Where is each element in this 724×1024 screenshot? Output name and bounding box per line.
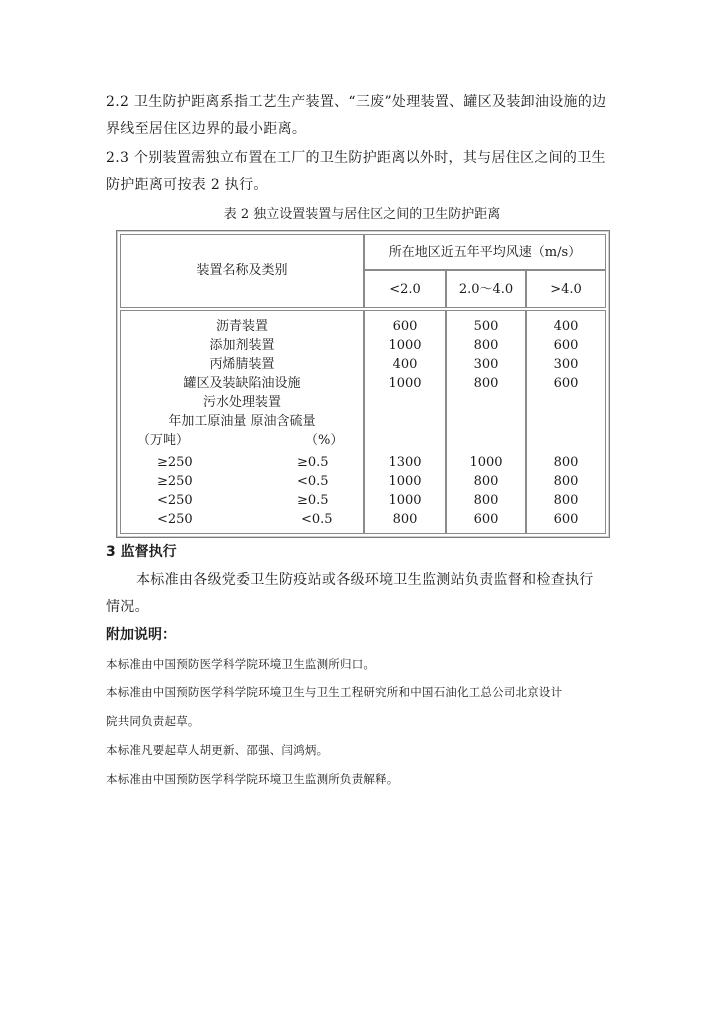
- section-3-line-2: 情况。: [106, 599, 149, 615]
- name-wastewater: 污水处理装置: [202, 395, 281, 410]
- c1-r9: 1000: [388, 474, 422, 489]
- body-col-1-cell: [364, 310, 446, 534]
- body-col-3-cell: [526, 310, 606, 534]
- c3-r4: 600: [553, 376, 579, 391]
- c3-r11: 600: [553, 512, 579, 527]
- c2-r1: 500: [473, 319, 499, 334]
- wind-col-2-label: 2.0～4.0: [458, 282, 514, 297]
- paragraph-2-2-line-1: 2.2 卫生防护距离系指工艺生产装置、“三废”处理装置、罐区及装卸油设施的边: [106, 94, 607, 110]
- c2-r4: 800: [473, 376, 499, 391]
- c1-r11: 800: [392, 512, 418, 527]
- unit-left: （万吨）: [137, 433, 190, 448]
- cond-b-1: ≥0.5: [297, 455, 329, 470]
- header-wind-label: 所在地区近五年平均风速（m/s）: [388, 245, 582, 260]
- wind-col-3-cell: [526, 270, 606, 308]
- appendix-note-1: 本标准由中国预防医学科学院环境卫生监测所归口。: [106, 657, 376, 671]
- header-name-label: 装置名称及类别: [196, 263, 288, 278]
- cond-a-1: ≥250: [157, 455, 193, 470]
- unit-right: （%）: [305, 433, 344, 448]
- c2-r9: 800: [473, 474, 499, 489]
- header-name-cell: [120, 234, 364, 308]
- cond-a-4: <250: [157, 512, 193, 527]
- name-acrylonitrile: 丙烯腈装置: [209, 357, 275, 372]
- cond-a-2: ≥250: [157, 474, 193, 489]
- paragraph-2-2-line-2: 界线至居住区边界的最小距离。: [106, 121, 307, 137]
- wind-col-1-label: <2.0: [389, 282, 421, 297]
- c2-r3: 300: [473, 357, 499, 372]
- c1-r3: 400: [392, 357, 418, 372]
- c2-r10: 800: [473, 493, 499, 508]
- name-additive: 添加剂装置: [209, 338, 275, 353]
- section-3-heading: 3 监督执行: [106, 544, 177, 560]
- c3-r9: 800: [553, 474, 579, 489]
- wind-col-1-cell: [364, 270, 446, 308]
- table-caption: 表 2 独立设置装置与居住区之间的卫生防护距离: [223, 207, 501, 222]
- c2-r8: 1000: [469, 455, 503, 470]
- appendix-note-2: 本标准由中国预防医学科学院环境卫生与卫生工程研究所和中国石油化工总公司北京设计: [106, 685, 563, 699]
- c3-r8: 800: [553, 455, 579, 470]
- c1-r10: 1000: [388, 493, 422, 508]
- c3-r1: 400: [553, 319, 579, 334]
- c1-r1: 600: [392, 319, 418, 334]
- name-crude-capacity: 年加工原油量 原油含硫量: [168, 414, 316, 429]
- wind-col-3-label: >4.0: [550, 282, 582, 297]
- appendix-note-3: 院共同负责起草。: [106, 714, 200, 728]
- name-asphalt: 沥青装置: [215, 319, 268, 334]
- c1-r2: 1000: [388, 338, 422, 353]
- section-3-line-1: 本标准由各级党委卫生防疫站或各级环境卫生监测站负责监督和检查执行: [136, 572, 594, 588]
- c3-r2: 600: [553, 338, 579, 353]
- header-wind-cell: [364, 234, 606, 270]
- name-tank-area: 罐区及装缺陷油设施: [183, 376, 301, 391]
- c3-r10: 800: [553, 493, 579, 508]
- c3-r3: 300: [553, 357, 579, 372]
- appendix-heading: 附加说明：: [106, 627, 176, 643]
- cond-b-3: ≥0.5: [297, 493, 329, 508]
- c2-r11: 600: [473, 512, 499, 527]
- paragraph-2-3-line-2: 防护距离可按表 2 执行。: [106, 177, 268, 193]
- body-col-2-cell: [446, 310, 526, 534]
- cond-b-4: <0.5: [301, 512, 333, 527]
- cond-b-2: <0.5: [297, 474, 329, 489]
- cond-a-3: <250: [157, 493, 193, 508]
- distance-table: [116, 230, 610, 538]
- appendix-note-4: 本标准凡要起草人胡更新、邵强、闫鸿炳。: [106, 743, 329, 757]
- c1-r8: 1300: [388, 455, 422, 470]
- paragraph-2-3-line-1: 2.3 个别装置需独立布置在工厂的卫生防护距离以外时，其与居住区之间的卫生: [106, 150, 606, 166]
- appendix-note-5: 本标准由中国预防医学科学院环境卫生监测所负责解释。: [106, 772, 399, 786]
- wind-col-2-cell: [446, 270, 526, 308]
- c1-r4: 1000: [388, 376, 422, 391]
- c2-r2: 800: [473, 338, 499, 353]
- body-name-cell: [120, 310, 364, 534]
